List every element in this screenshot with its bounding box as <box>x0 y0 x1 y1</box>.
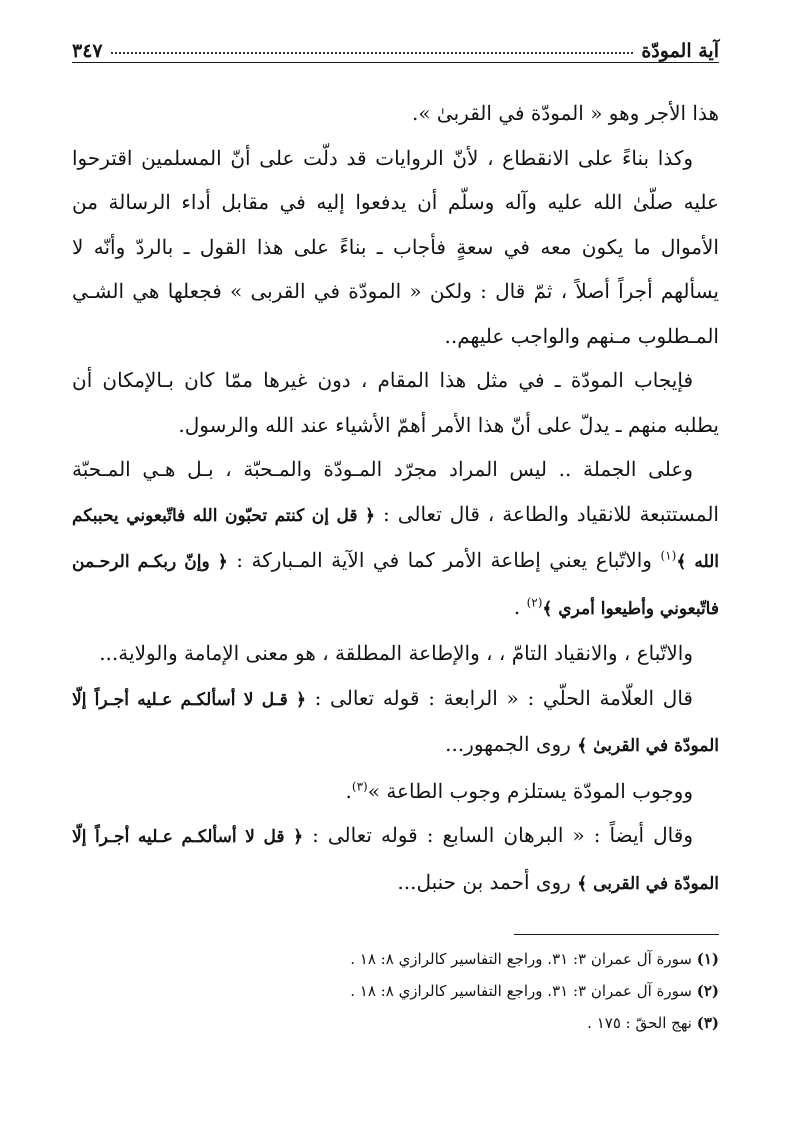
paragraph <box>72 358 719 447</box>
text-segment: فإيجاب المودّة ـ في مثل هذا المقام ، دون غيرها ممّا كان بـالإمكان أن يطلبه منهم ـ يدلّ على أنّ هذا الأمر أهمّ الأشياء عند الله والرسول. <box>72 368 719 437</box>
text-segment: والاتّباع يعني إطاعة الأمر كما في الآية المـباركة : <box>227 548 661 572</box>
footnote-text: سورة آل عمران ٣: ٣١. وراجع التفاسير كالرازي ٨: ١٨ . <box>350 982 697 1000</box>
footnote-mark: (٢) <box>696 982 719 1000</box>
paragraph <box>72 447 719 631</box>
quran-quote: ﴿ قـل لا أسألكـم عـليه أجـراً إلّا المودّة في القربىٰ ﴾ <box>72 689 719 756</box>
text-segment: وقال أيضاً : « البرهان السابع : قوله تعالى : <box>303 823 693 847</box>
paragraph <box>72 676 719 769</box>
text-segment: قال العلّامة الحلّي : « الرابعة : قوله تعالى : <box>305 685 693 710</box>
text-segment: وكذا بناءً على الانقطاع ، لأنّ الروايات قد دلّت على أنّ المسلمين اقترحوا عليه صلّىٰ الله عليه وآله وسلّم أن يدفعوا إليه في مقابل أداء الرسالة من الأموال ما يكون معه في سعةٍ فأجاب ـ بناءً على هذا القول ـ بالردّ وأنّه لا يسألهم أجراً أصلاً ، ثمّ قال : ولكن « المودّة في القربى » فجعلها هي الشـي المـطلوب مـنهم والواجب عليهم.. <box>72 145 719 348</box>
page-number: ٣٤٧ <box>72 40 103 62</box>
footnote <box>72 943 719 975</box>
footnote-reference: (١) <box>660 548 677 563</box>
paragraph <box>72 813 719 906</box>
text-segment: هذا الأجر وهو « المودّة في القربىٰ ». <box>411 101 719 125</box>
footnote-text: نهج الحقّ : ١٧٥ . <box>587 1014 697 1032</box>
header-dot-leader <box>111 51 634 54</box>
quran-quote: ﴿ وإنّ ربكـم الرحـمن فاتّبعوني وأطيعوا أمري ﴾ <box>72 552 719 619</box>
paragraph <box>72 91 719 136</box>
footnote-text: سورة آل عمران ٣: ٣١. وراجع التفاسير كالرازي ٨: ١٨ . <box>350 950 697 968</box>
footnote-reference: (٣) <box>351 778 368 793</box>
paragraph <box>72 631 719 676</box>
footnote-mark: (١) <box>696 950 719 968</box>
footnote-reference: (٢) <box>526 594 543 609</box>
quran-quote: ﴿ قل لا أسألكـم عـليه أجـراً إلّا المودّة في القربى ﴾ <box>72 827 719 894</box>
main-text <box>72 91 719 906</box>
text-segment: ووجوب المودّة يستلزم وجوب الطاعة » <box>367 778 693 803</box>
footnote-separator <box>514 934 719 935</box>
text-segment: وعلى الجملة .. ليس المراد مجرّد المـودّة والمـحبّة ، بـل هـي المـحبّة المستتبعة للانقياد والطاعة ، قال تعالى : <box>72 457 719 526</box>
chapter-title: آية المودّة <box>641 40 719 62</box>
footnote <box>72 1007 719 1039</box>
text-segment: . <box>513 594 527 619</box>
quran-quote: ﴿ قل إن كنتم تحبّون الله فاتّبعوني يحببكم الله ﴾ <box>72 505 719 572</box>
text-segment: والاتّباع ، والانقياد التامّ ، ، والإطاعة المطلقة ، هو معنى الإمامة والولاية... <box>99 641 693 665</box>
text-segment: روى أحمد بن حنبل... <box>397 869 578 894</box>
paragraph <box>72 769 719 814</box>
footnote-mark: (٣) <box>696 1014 719 1032</box>
text-segment: روى الجمهور... <box>445 732 578 756</box>
paragraph <box>72 136 719 359</box>
footnotes <box>72 943 719 1039</box>
text-segment: . <box>345 778 352 803</box>
running-header <box>72 22 719 63</box>
footnote <box>72 975 719 1007</box>
